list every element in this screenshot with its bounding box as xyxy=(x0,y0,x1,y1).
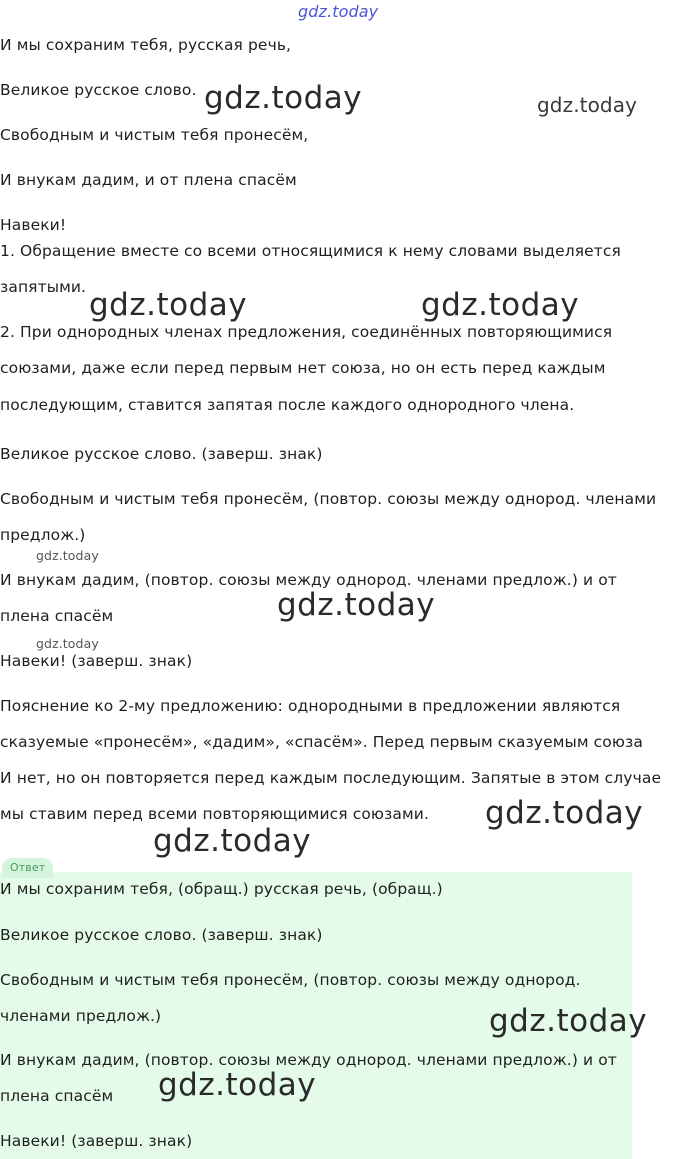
explanation-line: Пояснение ко 2-му предложению: однородными в предложении являются xyxy=(0,697,621,715)
watermark: gdz.today xyxy=(204,80,363,116)
watermark: gdz.today xyxy=(158,1067,317,1103)
watermark: gdz.today xyxy=(89,287,248,323)
answer-line: Навеки! (заверш. знак) xyxy=(0,1132,193,1150)
watermark: gdz.today xyxy=(537,93,638,117)
answer-line: Свободным и чистым тебя пронесём, (повтор. союзы между однород. xyxy=(0,971,581,989)
rule-line: 1. Обращение вместе со всеми относящимися к нему словами выделяется xyxy=(0,242,621,260)
watermark: gdz.today xyxy=(421,287,580,323)
explanation-line: сказуемые «пронесём», «дадим», «спасём». Перед первым сказуемым союза xyxy=(0,733,643,751)
answer-line: Великое русское слово. (заверш. знак) xyxy=(0,926,323,944)
answer-line: И мы сохраним тебя, (обращ.) русская речь, (обращ.) xyxy=(0,880,443,898)
answer-line: И внукам дадим, (повтор. союзы между однород. членами предлож.) и от xyxy=(0,1051,617,1069)
explanation-line: мы ставим перед всеми повторяющимися союзами. xyxy=(0,805,429,823)
watermark: gdz.today xyxy=(153,823,312,859)
watermark: gdz.today xyxy=(277,587,436,623)
analysis-line: предлож.) xyxy=(0,526,86,544)
intro-line: Великое русское слово. xyxy=(0,81,197,99)
watermark: gdz.today xyxy=(489,1003,648,1039)
analysis-line: плена спасём xyxy=(0,607,114,625)
intro-line: Навеки! xyxy=(0,216,67,234)
watermark: gdz.today xyxy=(298,2,379,21)
analysis-line: И внукам дадим, (повтор. союзы между однород. членами предлож.) и от xyxy=(0,571,617,589)
rule-line: запятыми. xyxy=(0,278,87,296)
rule-line: последующим, ставится запятая после каждого однородного члена. xyxy=(0,396,575,414)
answer-line: членами предлож.) xyxy=(0,1007,162,1025)
analysis-line: Великое русское слово. (заверш. знак) xyxy=(0,445,323,463)
watermark: gdz.today xyxy=(36,548,99,563)
intro-line: И мы сохраним тебя, русская речь, xyxy=(0,36,292,54)
intro-line: Свободным и чистым тебя пронесём, xyxy=(0,126,309,144)
answer-line: плена спасём xyxy=(0,1087,114,1105)
rule-line: союзами, даже если перед первым нет союза, но он есть перед каждым xyxy=(0,359,606,377)
watermark: gdz.today xyxy=(485,795,644,831)
analysis-line: Свободным и чистым тебя пронесём, (повтор. союзы между однород. членами xyxy=(0,490,657,508)
watermark: gdz.today xyxy=(36,636,99,651)
analysis-line: Навеки! (заверш. знак) xyxy=(0,652,193,670)
rule-line: 2. При однородных членах предложения, соединённых повторяющимися xyxy=(0,323,613,341)
explanation-line: И нет, но он повторяется перед каждым последующим. Запятые в этом случае xyxy=(0,769,662,787)
intro-line: И внукам дадим, и от плена спасём xyxy=(0,171,297,189)
answer-tag: Ответ xyxy=(2,858,53,878)
